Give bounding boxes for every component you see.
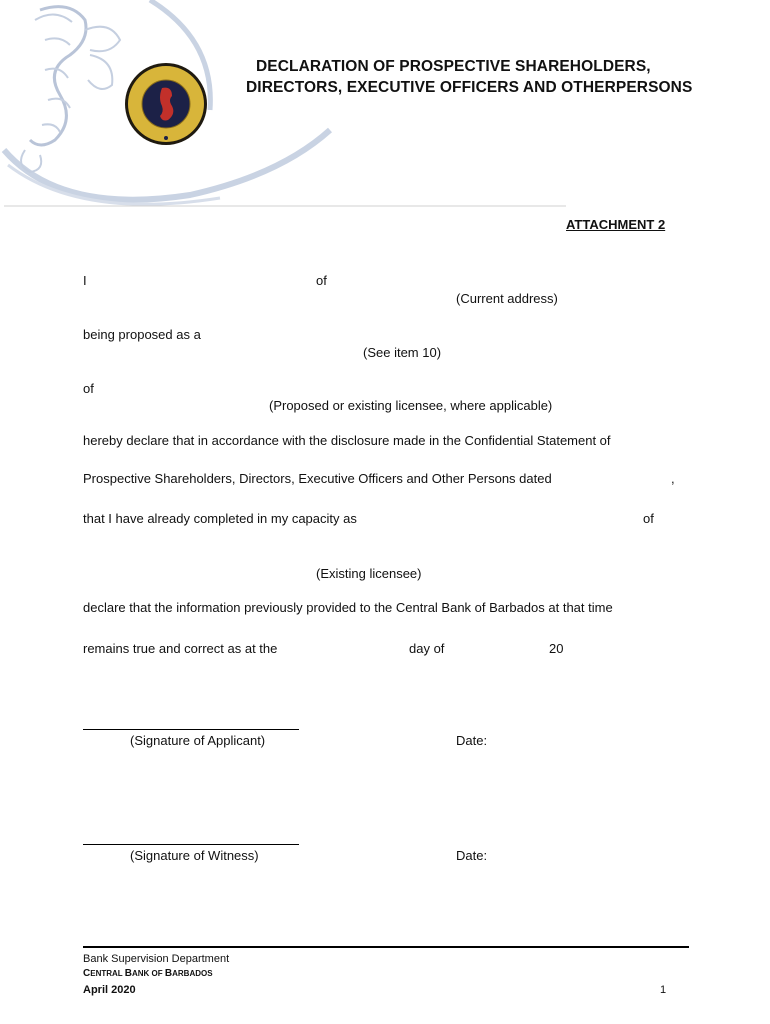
footer-department: Bank Supervision Department xyxy=(83,953,230,965)
declare-line-1: hereby declare that in accordance with the disclosure made in the Confidential Statement of xyxy=(83,433,611,448)
being-proposed-label: being proposed as a xyxy=(83,327,201,342)
existing-licensee-label: (Existing licensee) xyxy=(316,566,422,581)
witness-signature-line xyxy=(83,844,299,845)
proposed-licensee-label: (Proposed or existing licensee, where applicable) xyxy=(269,398,553,413)
i-label: I xyxy=(83,273,87,288)
comma: , xyxy=(671,471,675,486)
date-label-1: Date: xyxy=(456,733,488,748)
day-of-label: day of xyxy=(409,641,445,656)
witness-signature-label: (Signature of Witness) xyxy=(130,848,259,863)
current-address-label: (Current address) xyxy=(456,291,558,306)
declare-line-2: Prospective Shareholders, Directors, Executive Officers and Other Persons dated xyxy=(83,471,552,486)
page-number: 1 xyxy=(660,984,667,996)
of-label-3: of xyxy=(643,511,654,526)
remains-line: remains true and correct as at the xyxy=(83,641,278,656)
info-line: declare that the information previously provided to the Central Bank of Barbados at that time xyxy=(83,600,613,615)
of-label-1: of xyxy=(316,273,327,288)
applicant-signature-label: (Signature of Applicant) xyxy=(130,733,266,748)
attachment-label: ATTACHMENT 2 xyxy=(566,217,666,232)
of-label-2: of xyxy=(83,381,94,396)
footer-bank-name: CENTRAL BANK OF BARBADOS xyxy=(83,968,213,979)
central-bank-seal xyxy=(124,62,208,146)
seahorse-watermark xyxy=(0,0,570,210)
year-prefix: 20 xyxy=(549,641,564,656)
title-line-1: DECLARATION OF PROSPECTIVE SHAREHOLDERS, xyxy=(256,58,651,75)
title-line-2: DIRECTORS, EXECUTIVE OFFICERS AND OTHERPERSONS xyxy=(246,79,693,96)
footer-rule xyxy=(83,946,689,948)
completed-line: that I have already completed in my capacity as xyxy=(83,511,357,526)
footer-date: April 2020 xyxy=(83,984,136,996)
see-item-label: (See item 10) xyxy=(363,345,442,360)
date-label-2: Date: xyxy=(456,848,488,863)
applicant-signature-line xyxy=(83,729,299,730)
